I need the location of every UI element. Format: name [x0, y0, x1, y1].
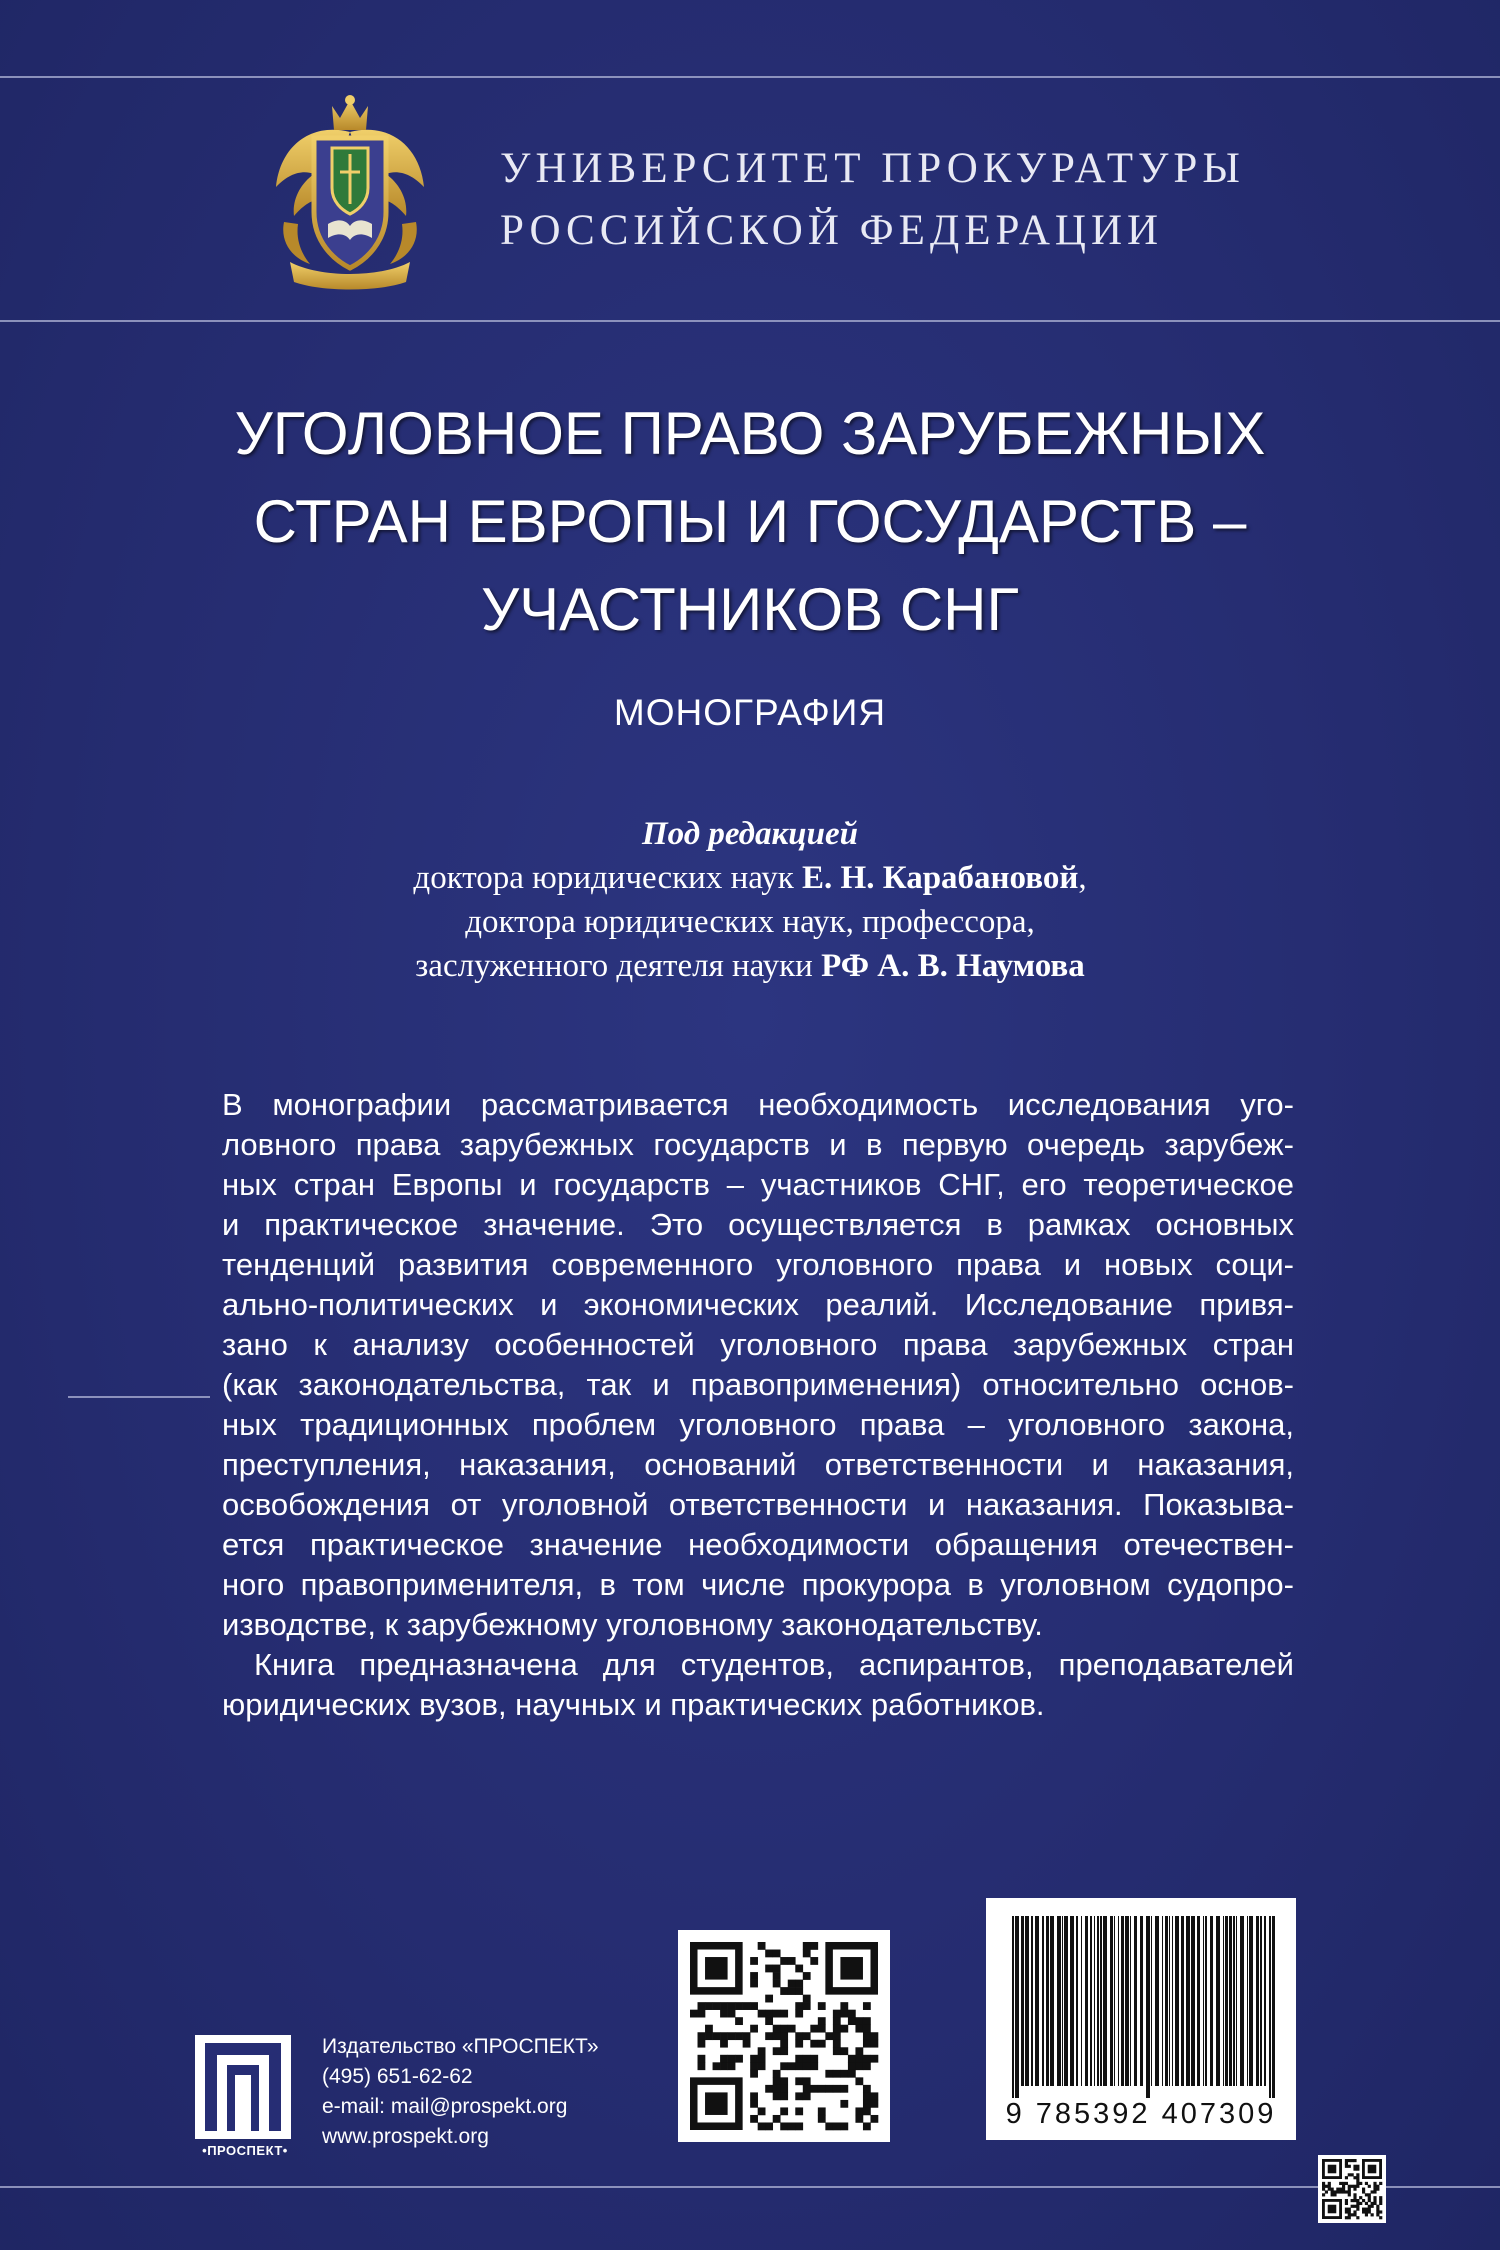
annotation-line: ного правоприменителя, в том числе прокурора в уголовном судопро-	[222, 1567, 1294, 1602]
qr-code-icon	[678, 1930, 890, 2142]
annotation-line: и практическое значение. Это осуществляется в рамках основных	[222, 1207, 1294, 1242]
small-qr-code-icon	[1318, 2155, 1386, 2223]
annotation-text	[222, 1085, 1294, 1725]
isbn-number: 9 785392 407309	[1005, 2098, 1277, 2130]
annotation-line: освобождения от уголовной ответственности и наказания. Показыва-	[222, 1487, 1294, 1522]
annotation-line: ется практическое значение необходимости обращения отечествен-	[222, 1527, 1294, 1562]
annotation-line: (как законодательства, так и правоприменения) относительно основ-	[222, 1367, 1294, 1402]
editor-name-2: РФ А. В. Наумова	[821, 948, 1085, 984]
header-divider-rule	[0, 320, 1500, 322]
editors-line-2: доктора юридических наук, профессора,	[465, 904, 1035, 940]
annotation-paragraph-2	[222, 1645, 1294, 1725]
top-rule	[0, 76, 1500, 78]
university-line-2: РОССИЙСКОЙ ФЕДЕРАЦИИ	[500, 207, 1164, 254]
annotation-line: ально-политических и экономических реалий. Исследование привя-	[222, 1287, 1294, 1322]
publisher-phone: (495) 651-62-62	[322, 2065, 473, 2088]
isbn-barcode	[986, 1898, 1296, 2140]
publisher-email: e-mail: mail@prospekt.org	[322, 2095, 568, 2118]
barcode-bars-icon	[986, 1898, 1296, 2098]
editor-name-1: Е. Н. Карабановой	[802, 860, 1079, 896]
publisher-logo-label: •ПРОСПЕКТ•	[202, 2143, 288, 2158]
publisher-logo-icon	[195, 2035, 291, 2139]
annotation-line: юридических вузов, научных и практических работников.	[222, 1687, 1045, 1722]
annotation-line: тенденций развития современного уголовного права и новых соци-	[222, 1247, 1294, 1282]
university-name	[500, 138, 1245, 262]
title-line-2: СТРАН ЕВРОПЫ И ГОСУДАРСТВ –	[253, 488, 1247, 555]
annotation-line: ных традиционных проблем уголовного права – уголовного закона,	[222, 1407, 1294, 1442]
editors-block	[180, 812, 1320, 988]
publisher-website: www.prospekt.org	[322, 2125, 489, 2148]
editors-line-3	[180, 944, 1320, 988]
editors-line-3-prefix: заслуженного деятеля науки	[415, 948, 822, 984]
publisher-name: Издательство «ПРОСПЕКТ»	[322, 2035, 599, 2058]
side-short-rule	[68, 1396, 210, 1398]
publisher-contacts	[322, 2032, 662, 2152]
annotation-line: ных стран Европы и государств – участников СНГ, его теоретическое	[222, 1167, 1294, 1202]
annotation-line: В монографии рассматривается необходимость исследования уго-	[222, 1087, 1294, 1122]
annotation-line: преступления, наказания, оснований ответственности и наказания,	[222, 1447, 1294, 1482]
editors-line-1-prefix: доктора юридических наук	[413, 860, 803, 896]
book-title	[150, 390, 1350, 654]
annotation-line: изводстве, к зарубежному уголовному законодательству.	[222, 1607, 1043, 1642]
editors-line-1-suffix: ,	[1078, 860, 1087, 896]
annotation-line: Книга предназначена для студентов, аспирантов, преподавателей	[254, 1647, 1294, 1682]
book-genre: МОНОГРАФИЯ	[613, 692, 887, 733]
editors-lead: Под редакцией	[642, 816, 858, 852]
editors-line-1	[180, 856, 1320, 900]
university-emblem-icon	[270, 92, 430, 292]
title-line-3: УЧАСТНИКОВ СНГ	[480, 576, 1020, 643]
title-line-1: УГОЛОВНОЕ ПРАВО ЗАРУБЕЖНЫХ	[234, 400, 1266, 467]
annotation-line: ловного права зарубежных государств и в первую очередь зарубеж-	[222, 1127, 1294, 1162]
annotation-line: зано к анализу особенностей уголовного права зарубежных стран	[222, 1327, 1294, 1362]
annotation-paragraph-1	[222, 1085, 1294, 1645]
bottom-rule	[0, 2186, 1500, 2188]
university-line-1: УНИВЕРСИТЕТ ПРОКУРАТУРЫ	[500, 145, 1245, 192]
